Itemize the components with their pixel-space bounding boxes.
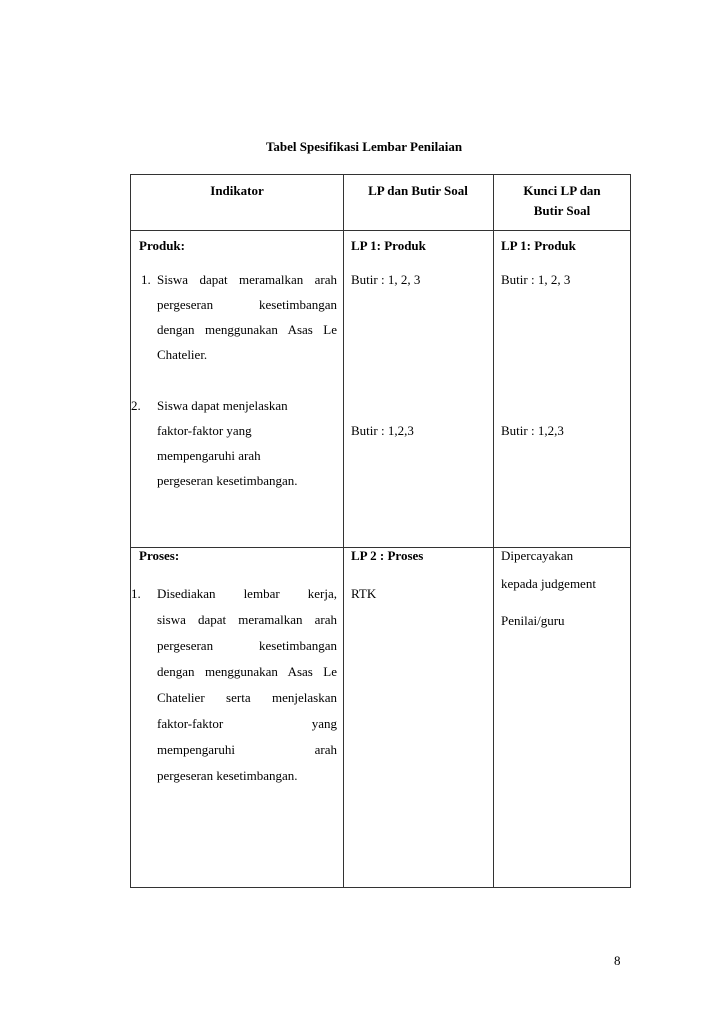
produk-item1-kunci: Butir : 1, 2, 3 [501,272,571,287]
produk-item1-number: 1. [141,272,151,287]
proses-kunci-line: Dipercayakan [501,548,574,563]
header-kunci-line1: Kunci LP dan [523,183,601,198]
proses-item1-number: 1. [131,586,141,601]
column-divider [493,175,494,887]
produk-kunci-heading: LP 1: Produk [501,238,576,253]
proses-item1-line: Disediakan lembar kerja, [157,586,337,601]
produk-item2-line: Siswa dapat menjelaskan [157,398,288,413]
row-divider [131,230,630,231]
proses-lp-value: RTK [351,586,377,601]
header-indikator: Indikator [210,183,264,198]
produk-item2-line: pergeseran kesetimbangan. [157,473,298,488]
specification-table [130,174,631,888]
produk-heading: Produk: [139,238,185,253]
proses-kunci-line: kepada judgement [501,576,596,591]
proses-item1-line: siswa dapat meramalkan arah [157,612,337,627]
header-lp-butir: LP dan Butir Soal [368,183,468,198]
produk-item2-line: mempengaruhi arah [157,448,261,463]
produk-item1-line: pergeseran kesetimbangan [157,297,337,312]
proses-item1-line: pergeseran kesetimbangan. [157,768,298,783]
proses-item1-line: pergeseran kesetimbangan [157,638,337,653]
proses-item1-line: dengan menggunakan Asas Le [157,664,337,679]
proses-item1-line: mempengaruhi arah [157,742,337,757]
produk-item1-butir: Butir : 1, 2, 3 [351,272,421,287]
produk-item2-number: 2. [131,398,141,413]
produk-item1-line: dengan menggunakan Asas Le [157,322,337,337]
proses-lp-heading: LP 2 : Proses [351,548,424,563]
produk-item2-kunci: Butir : 1,2,3 [501,423,564,438]
produk-item2-butir: Butir : 1,2,3 [351,423,414,438]
produk-item1-line: Siswa dapat meramalkan arah [157,272,337,287]
table-title: Tabel Spesifikasi Lembar Penilaian [265,139,463,154]
header-kunci-line2: Butir Soal [533,203,591,218]
produk-lp-heading: LP 1: Produk [351,238,426,253]
proses-kunci-line: Penilai/guru [501,613,565,628]
proses-heading: Proses: [139,548,180,563]
column-divider [343,175,344,887]
proses-item1-line: faktor-faktor yang [157,716,337,731]
page-number: 8 [614,953,621,968]
proses-item1-line: Chatelier serta menjelaskan [157,690,337,705]
produk-item2-line: faktor-faktor yang [157,423,252,438]
produk-item1-line: Chatelier. [157,347,208,362]
